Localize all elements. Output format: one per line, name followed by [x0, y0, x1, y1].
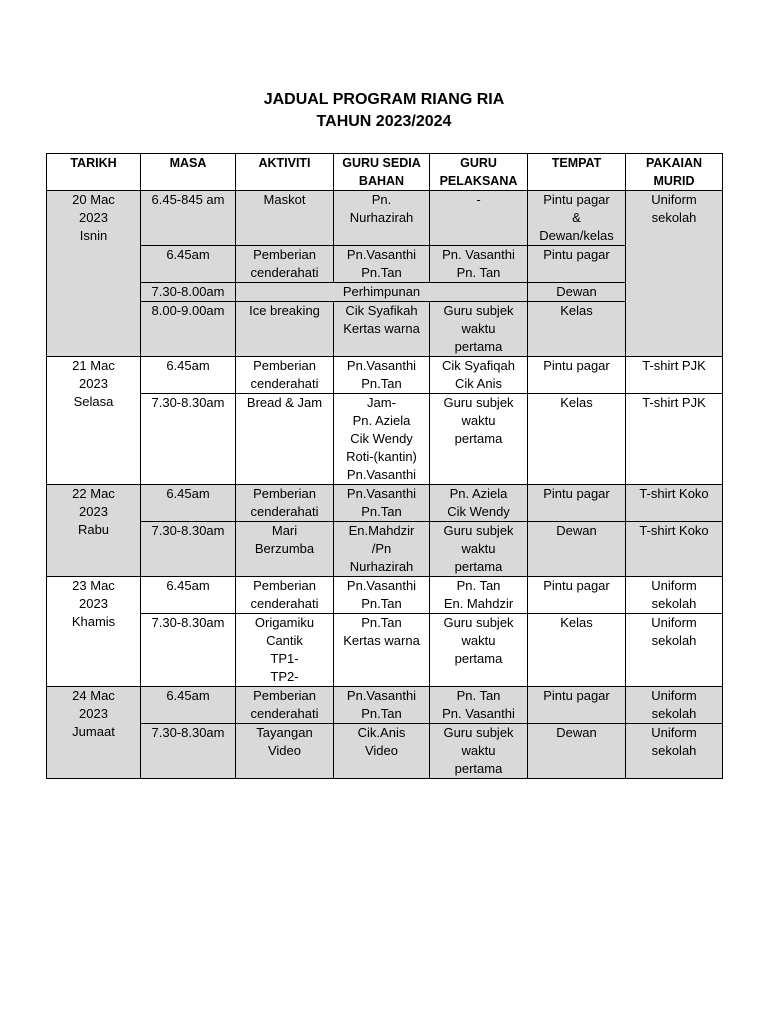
document-title: JADUAL PROGRAM RIANG RIA [263, 91, 505, 108]
cell-guru-sedia: Jam- Pn. Aziela Cik Wendy Roti-(kantin) Pn.Vasanthi [334, 394, 430, 485]
cell-guru-pelaksana: Guru subjek waktu pertama [430, 614, 528, 687]
cell-aktiviti: Bread & Jam [236, 394, 334, 485]
cell-aktiviti: Pemberian cenderahati [236, 577, 334, 614]
cell-tempat: Pintu pagar [528, 485, 626, 522]
header-aktiviti: AKTIVITI [236, 154, 334, 191]
cell-tempat: Pintu pagar [528, 357, 626, 394]
table-row [47, 687, 723, 724]
table-row [47, 357, 723, 394]
cell-guru-pelaksana: Pn. Tan En. Mahdzir [430, 577, 528, 614]
cell-pakaian: T-shirt Koko [626, 485, 723, 522]
cell-aktiviti: Pemberian cenderahati [236, 687, 334, 724]
cell-tarikh: 23 Mac 2023 Khamis [47, 577, 141, 687]
cell-masa: 6.45am [141, 357, 236, 394]
table-row [47, 577, 723, 614]
cell-guru-sedia: Pn.Tan Kertas warna [334, 614, 430, 687]
header-guru-sedia-bahan: GURU SEDIA BAHAN [334, 154, 430, 191]
table-row [47, 485, 723, 522]
cell-masa: 7.30-8.30am [141, 522, 236, 577]
cell-pakaian: T-shirt PJK [626, 394, 723, 485]
cell-guru-pelaksana: Guru subjek waktu pertama [430, 302, 528, 357]
cell-guru-pelaksana: Guru subjek waktu pertama [430, 394, 528, 485]
table-row [47, 283, 723, 302]
cell-guru-pelaksana: Pn. Aziela Cik Wendy [430, 485, 528, 522]
cell-tempat: Pintu pagar & Dewan/kelas [528, 191, 626, 246]
cell-masa: 7.30-8.30am [141, 394, 236, 485]
cell-aktiviti: Origamiku Cantik TP1- TP2- [236, 614, 334, 687]
cell-masa: 6.45am [141, 485, 236, 522]
cell-guru-pelaksana: - [430, 191, 528, 246]
cell-guru-pelaksana: Cik Syafiqah Cik Anis [430, 357, 528, 394]
cell-guru-pelaksana: Guru subjek waktu pertama [430, 522, 528, 577]
header-tarikh: TARIKH [47, 154, 141, 191]
cell-guru-sedia: Cik.Anis Video [334, 724, 430, 779]
table-row [47, 724, 723, 779]
cell-masa: 6.45am [141, 246, 236, 283]
cell-guru-sedia: En.Mahdzir /Pn Nurhazirah [334, 522, 430, 577]
table-row [47, 302, 723, 357]
cell-aktiviti: Pemberian cenderahati [236, 246, 334, 283]
cell-aktiviti: Ice breaking [236, 302, 334, 357]
cell-tempat: Pintu pagar [528, 246, 626, 283]
cell-pakaian: Uniform sekolah [626, 724, 723, 779]
cell-tarikh: 21 Mac 2023 Selasa [47, 357, 141, 485]
cell-aktiviti: Maskot [236, 191, 334, 246]
table-row [47, 614, 723, 687]
cell-guru-sedia: Pn.Vasanthi Pn.Tan [334, 246, 430, 283]
header-tempat: TEMPAT [528, 154, 626, 191]
document-subtitle: TAHUN 2023/2024 [316, 113, 452, 130]
cell-guru-sedia: Pn. Nurhazirah [334, 191, 430, 246]
cell-aktiviti: Pemberian cenderahati [236, 357, 334, 394]
cell-guru-pelaksana: Pn. Vasanthi Pn. Tan [430, 246, 528, 283]
table-row [47, 191, 723, 246]
cell-masa: 6.45am [141, 687, 236, 724]
header-guru-pelaksana: GURU PELAKSANA [430, 154, 528, 191]
cell-tarikh: 24 Mac 2023 Jumaat [47, 687, 141, 779]
cell-guru-sedia: Pn.Vasanthi Pn.Tan [334, 357, 430, 394]
cell-masa: 8.00-9.00am [141, 302, 236, 357]
cell-masa: 6.45am [141, 577, 236, 614]
cell-guru-sedia: Pn.Vasanthi Pn.Tan [334, 577, 430, 614]
cell-pakaian: Uniform sekolah [626, 577, 723, 614]
cell-pakaian: Uniform sekolah [626, 687, 723, 724]
cell-perhimpunan: Perhimpunan [236, 283, 528, 302]
cell-tempat: Pintu pagar [528, 577, 626, 614]
cell-tempat: Dewan [528, 522, 626, 577]
cell-tempat: Dewan [528, 283, 626, 302]
table-row [47, 394, 723, 485]
header-masa: MASA [141, 154, 236, 191]
cell-tempat: Dewan [528, 724, 626, 779]
cell-tempat: Kelas [528, 614, 626, 687]
cell-masa: 6.45-845 am [141, 191, 236, 246]
header-pakaian-murid: PAKAIAN MURID [626, 154, 723, 191]
cell-pakaian: T-shirt Koko [626, 522, 723, 577]
cell-tarikh: 20 Mac 2023 Isnin [47, 191, 141, 357]
cell-tarikh: 22 Mac 2023 Rabu [47, 485, 141, 577]
cell-aktiviti: Mari Berzumba [236, 522, 334, 577]
cell-masa: 7.30-8.00am [141, 283, 236, 302]
cell-tempat: Pintu pagar [528, 687, 626, 724]
schedule-table [46, 153, 723, 779]
cell-tempat: Kelas [528, 302, 626, 357]
table-row [47, 246, 723, 283]
cell-pakaian: Uniform sekolah [626, 614, 723, 687]
cell-aktiviti: Tayangan Video [236, 724, 334, 779]
cell-guru-sedia: Pn.Vasanthi Pn.Tan [334, 485, 430, 522]
cell-masa: 7.30-8.30am [141, 614, 236, 687]
cell-masa: 7.30-8.30am [141, 724, 236, 779]
cell-aktiviti: Pemberian cenderahati [236, 485, 334, 522]
cell-tempat: Kelas [528, 394, 626, 485]
cell-guru-sedia: Cik Syafikah Kertas warna [334, 302, 430, 357]
cell-guru-sedia: Pn.Vasanthi Pn.Tan [334, 687, 430, 724]
cell-guru-pelaksana: Pn. Tan Pn. Vasanthi [430, 687, 528, 724]
cell-guru-pelaksana: Guru subjek waktu pertama [430, 724, 528, 779]
table-row [47, 522, 723, 577]
cell-pakaian: T-shirt PJK [626, 357, 723, 394]
cell-pakaian: Uniform sekolah [626, 191, 723, 357]
